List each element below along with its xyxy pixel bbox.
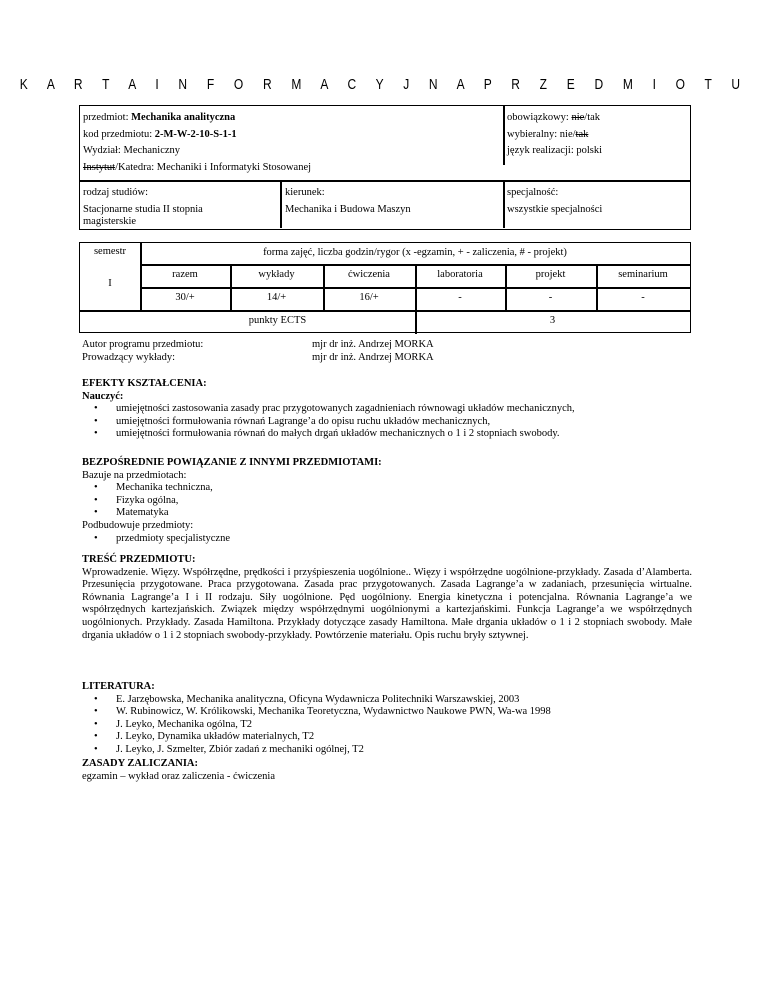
subject-info-box (79, 105, 691, 181)
specialty-label: specjalność: (507, 187, 559, 198)
list-item: • J. Leyko, Mechanika ogólna, T2 (116, 719, 692, 732)
subject-code: 2-M-W-2-10-S-1-1 (154, 128, 237, 140)
col-header-seminar: seminarium (618, 269, 668, 280)
subject-line: przedmiot: Mechanika analityczna (83, 112, 236, 123)
list-item: • E. Jarzębowska, Mechanika analityczna, Oficyna Wydawnicza Politechniki Warszawskiej, 2003 (116, 694, 692, 707)
content-text: Wprowadzenie. Więzy. Współrzędne, prędkości i przyśpieszenia uogólnione.. Więzy i współrzędne uogólnione-przykłady. Zasada d’Alamberta. Przesunięcia przygotowane. Praca przygotowana. Zasada prac przygotowanych. Zasada Lagrange’a w zadaniach, przesunięcia wirtualne. Równania Lagrange’a I i II rodzaju. Siły uogólnione. Pęd uogólniony. Energia kinetyczna i potencjalna. Równania Lagrange’a we współrzędnych kartezjańskich. Związek między współrzędnymi uogólnionymi a kartezjańskimi. Funkcja Lagrange’a we współrzędnych uogólnionych. Przykłady. Zasada Hamiltona. Przykłady dotyczące zasady Hamiltona. Małe drgania układów o 1 i 2 stopniach swobody. Małe drgania układów o 1 i 2 stopniach swobody-przykłady. Powtórzenie materiału. Opis ruchu bryły sztywnej. (82, 566, 692, 641)
value-lectures: 14/+ (266, 292, 287, 303)
study-type-label: rodzaj studiów: (83, 187, 149, 198)
direction-value: Mechanika i Budowa Maszyn (285, 203, 411, 215)
list-item: • Fizyka ogólna, (116, 495, 692, 508)
relations-heading: BEZPOŚREDNIE POWIĄZANIE Z INNYMI PRZEDMIOTAMI: (82, 457, 382, 468)
list-item: • przedmioty specjalistyczne (116, 533, 692, 546)
list-item: • umiejętności formułowania równań do małych drgań układów mechanicznych o 1 i 2 stopniach swobody. (116, 428, 692, 441)
semester-value: I (108, 278, 112, 289)
lecturer-label: Prowadzący wykłady: (82, 351, 176, 363)
lecturer: mjr dr inż. Andrzej MORKA (312, 351, 434, 363)
semester-label: semestr (93, 246, 127, 257)
value-exercises: 16/+ (359, 292, 379, 303)
list-item: • umiejętności formułowania równań Lagrange’a do opisu ruchu układów mechanicznych, (116, 416, 692, 429)
col-header-total: razem (172, 269, 198, 280)
list-item: • Matematyka (116, 507, 692, 520)
elective-line: wybieralny: nie/tak (507, 128, 589, 140)
content-heading: TREŚĆ PRZEDMIOTU: (82, 554, 196, 565)
code-line: kod przedmiotu: 2-M-W-2-10-S-1-1 (83, 128, 237, 140)
study-type-value-2: magisterskie (83, 216, 137, 228)
effects-section (82, 378, 692, 441)
list-item: • umiejętności zastosowania zasady prac przygotowanych zagadnieniach równowagi układów mechanicznych, (116, 403, 692, 416)
ects-value: 3 (549, 315, 556, 326)
literature-section (82, 681, 692, 757)
value-labs: - (458, 292, 462, 303)
program-author: mjr dr inż. Andrzej MORKA (312, 339, 434, 350)
program-author-label: Autor programu przedmiotu: (82, 339, 204, 350)
effects-heading: EFEKTY KSZTAŁCENIA: (82, 378, 207, 389)
value-project: - (548, 292, 553, 303)
list-item: • J. Leyko, Dynamika układów materialnych, T2 (116, 731, 692, 744)
grading-text: egzamin – wykład oraz zaliczenia - ćwiczenia (82, 770, 275, 782)
relations-section (82, 457, 692, 545)
specialty-value: wszystkie specjalności (507, 203, 603, 215)
subject-name: Mechanika analityczna (131, 112, 236, 123)
col-header-labs: laboratoria (437, 269, 483, 280)
list-item: • Mechanika techniczna, (116, 482, 692, 495)
col-header-project: projekt (535, 269, 566, 280)
value-seminar: - (641, 292, 645, 303)
literature-heading: LITERATURA: (82, 681, 155, 692)
document-title: K A R T A I N F O R M A C Y J N A P R Z E D M I O T U (19, 75, 749, 93)
effects-subheading: Nauczyć: (82, 390, 124, 402)
hours-table (79, 242, 691, 333)
supports-label: Podbudowuje przedmioty: (82, 519, 194, 531)
studies-box (79, 181, 691, 230)
study-type-value: Stacjonarne studia II stopnia (83, 203, 203, 215)
list-item: • J. Leyko, J. Szmelter, Zbiór zadań z mechaniki ogólnej, T2 (116, 744, 692, 757)
col-header-lectures: wykłady (258, 269, 295, 280)
based-on-label: Bazuje na przedmiotach: (82, 469, 187, 481)
content-section (82, 554, 692, 642)
direction-label: kierunek: (285, 187, 325, 198)
mandatory-line: obowiązkowy: nie/tak (507, 112, 601, 123)
authors (82, 339, 682, 364)
col-header-exercises: ćwiczenia (348, 269, 390, 280)
ects-label: punkty ECTS (248, 315, 307, 326)
institute-line: Instytut/Katedra: Mechaniki i Informatyki Stosowanej (83, 161, 312, 173)
list-item: • W. Rubinowicz, W. Królikowski, Mechanika Teoretyczna, Wydawnictwo Naukowe PWN, Wa-wa 1998 (116, 706, 692, 719)
grading-heading: ZASADY ZALICZANIA: (82, 758, 199, 769)
faculty-line: Wydział: Mechaniczny (83, 145, 181, 157)
grading-section (82, 758, 692, 783)
language-line: język realizacji: polski (507, 145, 603, 157)
form-label: forma zajęć, liczba godzin/rygor (x -egzamin, + - zaliczenia, # - projekt) (263, 247, 567, 258)
value-total: 30/+ (175, 292, 195, 303)
